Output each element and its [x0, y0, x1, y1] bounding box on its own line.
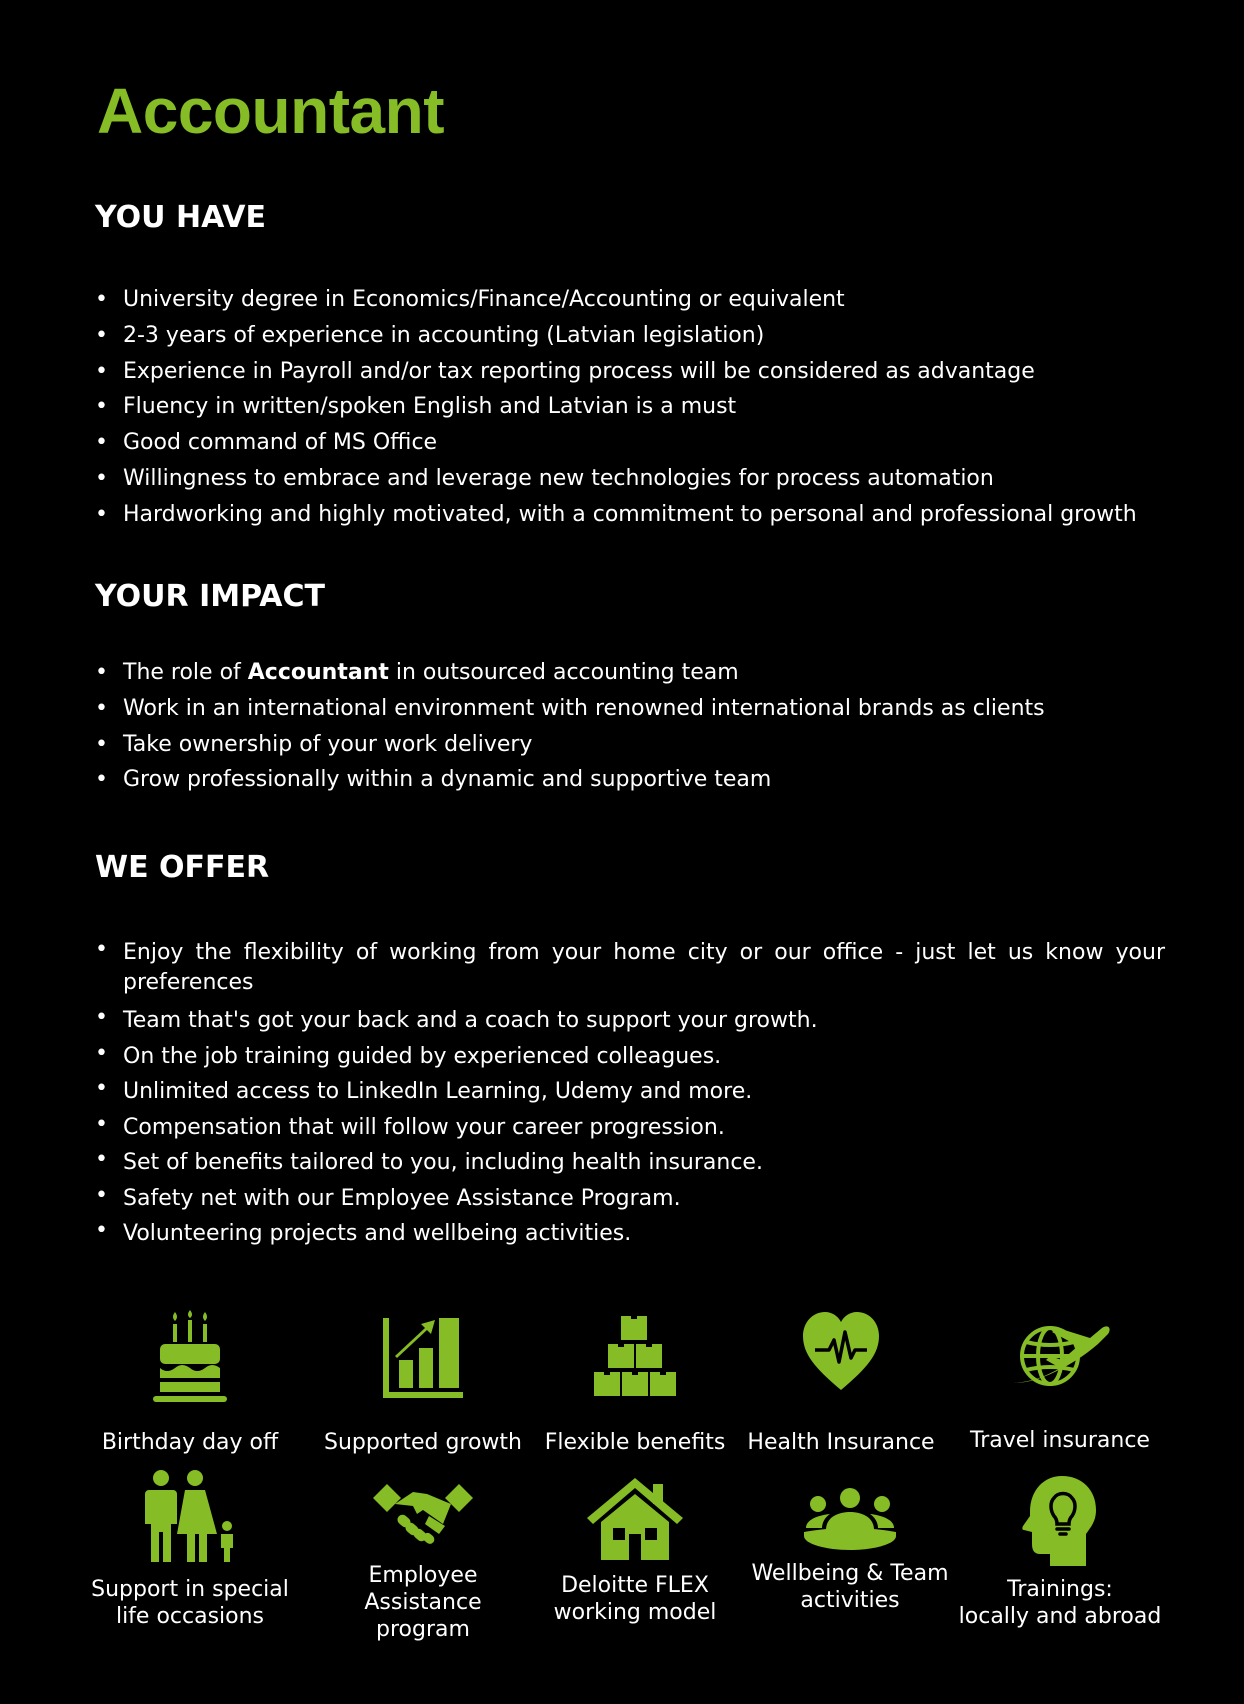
list-item: • Set of benefits tailored to you, including health insurance.: [95, 1145, 1165, 1181]
list-item: • Volunteering projects and wellbeing activities.: [95, 1216, 1165, 1252]
benefit-wellbeing-team-activities: [738, 1488, 962, 1614]
role-name: Accountant: [247, 660, 389, 685]
list-item: • Take ownership of your work delivery: [95, 727, 1165, 763]
boxes-icon: [592, 1310, 678, 1400]
heart-pulse-icon: [801, 1310, 881, 1392]
list-item: [95, 655, 1165, 691]
handshake-icon: [373, 1484, 473, 1546]
birthday-cake-icon: [150, 1310, 230, 1408]
list-item: • Enjoy the flexibility of working from your home city or our office - just let us know your preferences: [95, 935, 1165, 1003]
benefit-label: Flexible benefits: [544, 1430, 726, 1455]
benefit-travel-insurance: [948, 1310, 1172, 1454]
benefit-trainings: [948, 1472, 1172, 1630]
list-item: • Team that's got your back and a coach to support your growth.: [95, 1003, 1165, 1039]
section-heading-you-have: YOU HAVE: [95, 200, 266, 235]
benefit-label: Birthday day off: [101, 1430, 279, 1455]
benefit-supported-growth: [311, 1310, 535, 1456]
family-icon: [141, 1470, 239, 1564]
list-item: • Compensation that will follow your career progression.: [95, 1110, 1165, 1146]
list-item: • Fluency in written/spoken English and Latvian is a must: [95, 389, 1165, 425]
list-item-text: in outsourced accounting team: [388, 660, 739, 685]
list-item: • Hardworking and highly motivated, with a commitment to personal and professional growth: [95, 497, 1165, 533]
list-item: • Willingness to embrace and leverage new technologies for process automation: [95, 461, 1165, 497]
benefit-support-special-life-occasions: [78, 1470, 302, 1630]
list-item: • Good command of MS Office: [95, 425, 1165, 461]
globe-plane-icon: [1008, 1310, 1112, 1394]
your-impact-list: [95, 655, 1165, 798]
benefit-label: Deloitte FLEX working model: [553, 1573, 717, 1625]
benefit-label: Employee Assistance program: [364, 1563, 482, 1642]
list-item: • Unlimited access to LinkedIn Learning, Udemy and more.: [95, 1074, 1165, 1110]
growth-chart-icon: [381, 1310, 465, 1398]
you-have-list: [95, 282, 1165, 533]
benefit-label: Trainings: locally and abroad: [958, 1577, 1162, 1629]
list-item: • University degree in Economics/Finance/Accounting or equivalent: [95, 282, 1165, 318]
benefit-birthday-day-off: [78, 1310, 302, 1456]
benefit-label: Supported growth: [323, 1430, 522, 1455]
benefit-label: Wellbeing & Team activities: [751, 1561, 949, 1613]
benefit-employee-assistance-program: [311, 1484, 535, 1643]
list-item: • Work in an international environment with renowned international brands as clients: [95, 691, 1165, 727]
list-item: • 2-3 years of experience in accounting (Latvian legislation): [95, 318, 1165, 354]
team-icon: [804, 1488, 896, 1550]
benefit-label: Travel insurance: [970, 1428, 1150, 1453]
benefit-health-insurance: [729, 1310, 953, 1456]
benefit-label: Support in special life occasions: [91, 1577, 289, 1629]
list-item: • Grow professionally within a dynamic and supportive team: [95, 762, 1165, 798]
house-icon: [587, 1478, 683, 1562]
list-item: • Safety net with our Employee Assistance Program.: [95, 1181, 1165, 1217]
we-offer-list: [95, 935, 1165, 1252]
benefit-flexible-benefits: [523, 1310, 747, 1456]
page-title: Accountant: [97, 75, 444, 147]
benefit-label: Health Insurance: [747, 1430, 935, 1455]
section-heading-your-impact: YOUR IMPACT: [95, 579, 326, 614]
benefit-deloitte-flex: [523, 1478, 747, 1626]
head-lightbulb-icon: [1020, 1472, 1100, 1568]
list-item-text: The role of: [123, 660, 248, 685]
section-heading-we-offer: WE OFFER: [95, 850, 270, 885]
list-item: • Experience in Payroll and/or tax reporting process will be considered as advantage: [95, 354, 1165, 390]
list-item: • On the job training guided by experienced colleagues.: [95, 1039, 1165, 1075]
